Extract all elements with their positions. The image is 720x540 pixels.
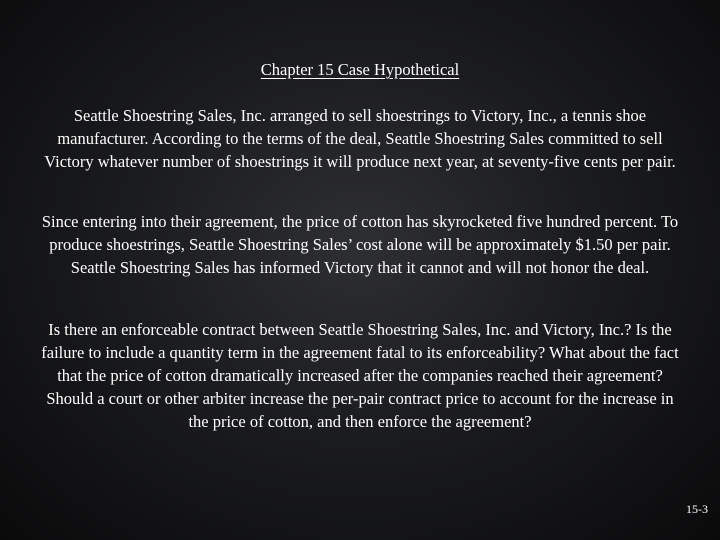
case-facts-paragraph: Seattle Shoestring Sales, Inc. arranged to sell shoestrings to Victory, Inc., a tennis shoe manufacturer. According to the terms of the deal, Seattle Shoestring Sales committed to sell Victory whatever number of shoestrings it will produce next year, at seventy-five cents per pair. <box>44 106 676 171</box>
discussion-questions-paragraph: Is there an enforceable contract between Seattle Shoestring Sales, Inc. and Victory, Inc.? Is the failure to include a quantity term in the agreement fatal to its enforceability? What about the fact that the price of cotton dramatically increased after the companies reached their agreement? Should a court or other arbiter increase the per-pair contract price to account for the increase in the price of cotton, and then enforce the agreement? <box>41 320 679 431</box>
slide-number: 15-3 <box>686 502 708 516</box>
cost-increase-paragraph: Since entering into their agreement, the price of cotton has skyrocketed five hundred percent. To produce shoestrings, Seattle Shoestring Sales’ cost alone will be approximately $1.50 per pair. Seattle Shoestring Sales has informed Victory that it cannot and will not honor the deal. <box>41 212 679 277</box>
slide-title: Chapter 15 Case Hypothetical <box>260 60 460 79</box>
